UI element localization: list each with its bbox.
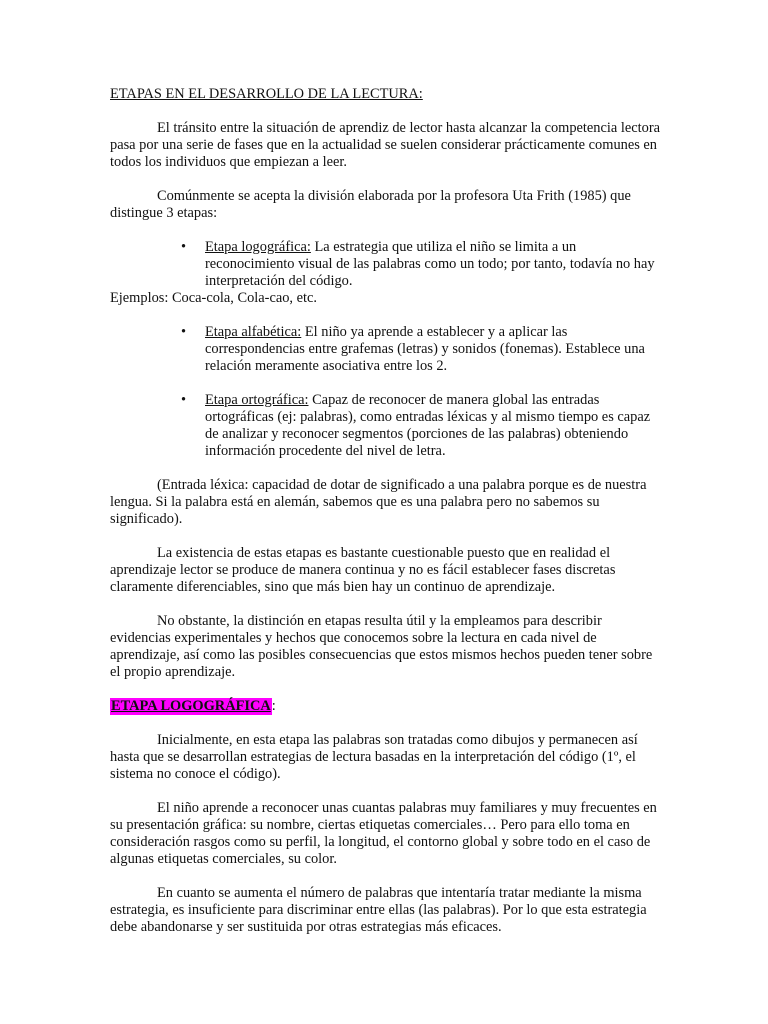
- stages-list: [110, 392, 662, 460]
- stage-term: Etapa alfabética:: [205, 324, 302, 340]
- bullet-icon: •: [181, 392, 187, 408]
- stage-item-ortografica: [181, 392, 662, 460]
- section-paragraph: En cuanto se aumenta el número de palabras que intentaría tratar mediante la misma estrategia, es insuficiente para discriminar entre ellas (las palabras). Por lo que esta estrategia debe abandonarse y ser sustituida por otras estrategias más eficaces.: [110, 885, 647, 935]
- body-paragraph: (Entrada léxica: capacidad de dotar de significado a una palabra porque es de nuestra lengua. Si la palabra está en alemán, sabemos que es una palabra pero no sabemos su significado).: [110, 477, 647, 527]
- examples-line: Ejemplos: Coca-cola, Cola-cao, etc.: [110, 290, 317, 306]
- section-heading-suffix: :: [271, 698, 276, 714]
- bullet-icon: •: [181, 239, 187, 255]
- section-heading-line: [110, 698, 662, 715]
- stage-description: La estrategia que utiliza el niño se limita a un reconocimiento visual de las palabras como un todo; por tanto, todavía no hay interpretación del código.: [205, 239, 655, 289]
- stages-list: [110, 324, 662, 375]
- body-paragraph: No obstante, la distinción en etapas resulta útil y la empleamos para describir evidencias experimentales y hechos que conocemos sobre la lectura en cada nivel de aprendizaje, así como las posibles consecuencias que estos mismos hechos pueden tener sobre el propio aprendizaje.: [110, 613, 653, 680]
- stages-list: [110, 239, 662, 290]
- intro-paragraph: Comúnmente se acepta la división elaborada por la profesora Uta Frith (1985) que distingue 3 etapas:: [110, 188, 631, 221]
- document-body: [110, 86, 662, 953]
- document-title: ETAPAS EN EL DESARROLLO DE LA LECTURA:: [110, 86, 423, 102]
- stage-description: El niño ya aprende a establecer y a aplicar las correspondencias entre grafemas (letras) y sonidos (fonemas). Establece una relación meramente asociativa entre los 2.: [205, 324, 645, 374]
- stage-item-alfabetica: [181, 324, 662, 375]
- bullet-icon: •: [181, 324, 187, 340]
- section-heading: ETAPA LOGOGRÁFICA: [111, 698, 271, 714]
- intro-paragraph: El tránsito entre la situación de aprendiz de lector hasta alcanzar la competencia lectora pasa por una serie de fases que en la actualidad se suelen considerar prácticamente comunes en todos los individuos que empiezan a leer.: [110, 120, 661, 170]
- body-paragraph: La existencia de estas etapas es bastante cuestionable puesto que en realidad el aprendizaje lector se produce de manera continua y no es fácil establecer fases discretas claramente diferenciables, sino que más bien hay un continuo de aprendizaje.: [110, 545, 616, 595]
- stage-term: Etapa ortográfica:: [205, 392, 309, 408]
- stage-item-logografica: [181, 239, 662, 290]
- stage-term: Etapa logográfica:: [205, 239, 311, 255]
- section-paragraph: El niño aprende a reconocer unas cuantas palabras muy familiares y muy frecuentes en su presentación gráfica: su nombre, ciertas etiquetas comerciales… Pero para ello toma en consideración rasgos como su perfil, la longitud, el contorno global y sobre todo en el caso de algunas etiquetas comerciales, su color.: [110, 800, 657, 867]
- stage-description: Capaz de reconocer de manera global las entradas ortográficas (ej: palabras), como entradas léxicas y al mismo tiempo es capaz de analizar y reconocer segmentos (porciones de las palabras) obteniendo información procedente del nivel de letra.: [205, 392, 651, 459]
- section-paragraph: Inicialmente, en esta etapa las palabras son tratadas como dibujos y permanecen así hasta que se desarrollan estrategias de lectura basadas en la interpretación del código (1º, el sistema no conoce el código).: [110, 732, 638, 782]
